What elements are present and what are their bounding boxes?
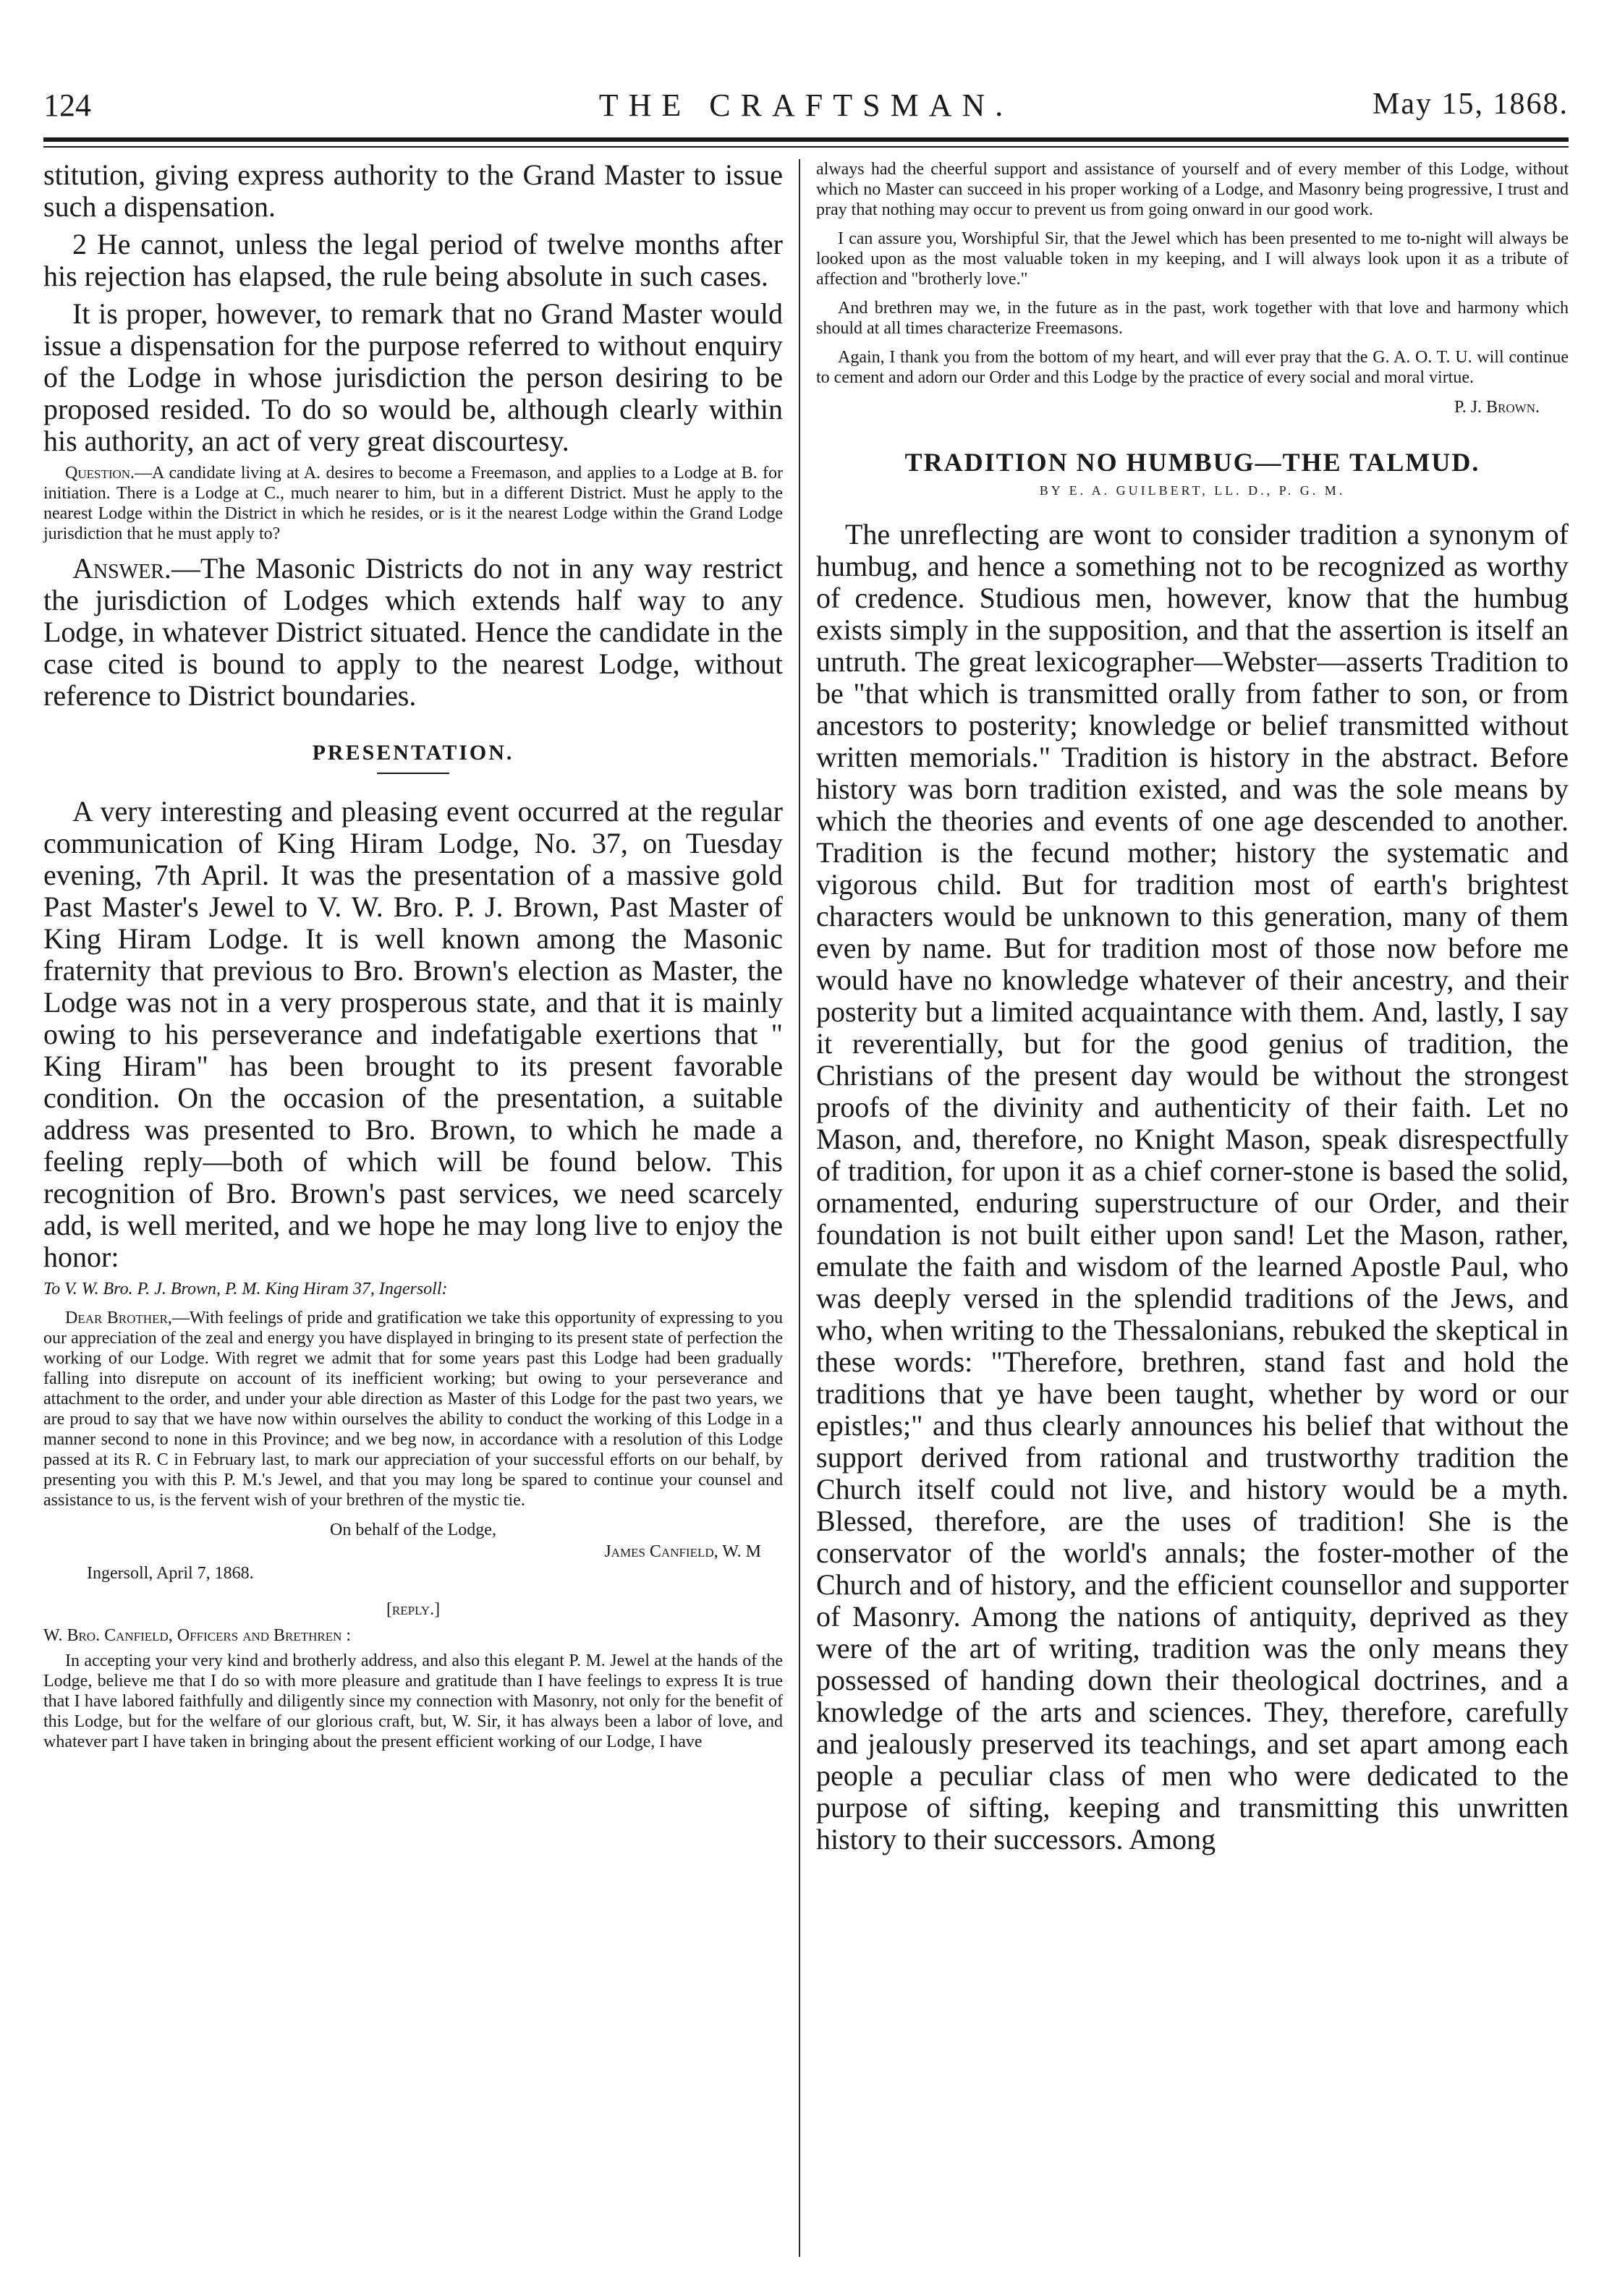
address-paragraph — [43, 1308, 783, 1510]
issue-date: May 15, 1868. — [1373, 88, 1569, 121]
paragraph: A very interesting and pleasing event occurred at the regular communication of King Hiram Lodge, No. 37, on Tuesday evening, 7th April. It was the presentation of a massive gold Past Master's Jewel to V. W. Bro. P. J. Brown, Past Master of King Hiram Lodge. It is well known among the Masonic fraternity that previous to Bro. Brown's election as Master, the Lodge was not in a very prosperous state, and that it is mainly owing to his perseverance and indefatigable exertions that " King Hiram" has been brought to its present favorable condition. On the occasion of the presentation, a suitable address was presented to Bro. Brown, to which he made a feeling reply—both of which will be found below. This recognition of Bro. Brown's past services, we need scarcely add, is well merited, and we hope he may long live to enjoy the honor: — [43, 795, 783, 1273]
article-heading: TRADITION NO HUMBUG—THE TALMUD. — [904, 448, 1480, 477]
page-header — [43, 87, 1569, 137]
reply-label: [reply.] — [386, 1600, 441, 1619]
reply-paragraph: always had the cheerful support and assistance of yourself and of every member of this Lodge, without which no Master can succeed in his proper working of a Lodge, and Masonry being progressive, I trust and pray that nothing may occur to prevent us from going onward in our good work. — [816, 160, 1569, 219]
section-heading: PRESENTATION. — [312, 741, 514, 765]
heading-rule — [377, 773, 449, 774]
paragraph: It is proper, however, to remark that no Grand Master would issue a dispensation for the purpose referred to without enquiry of the Lodge in whose jurisdiction the person desiring to be proposed resided. To do so would be, although clearly within his authority, an act of very great discourtesy. — [43, 297, 783, 457]
header-rule — [43, 137, 1569, 142]
on-behalf-line: On behalf of the Lodge, — [330, 1521, 496, 1539]
reply-paragraph: In accepting your very kind and brotherly address, and also this elegant P. M. Jewel at the hands of the Lodge, believe me that I do so with more pleasure and gratitude than I have feelings to express It is true that I have labored faithfully and diligently since my connection with Masonry, not only for the benefit of this Lodge, but for the welfare of our glorious craft, but, W. Sir, it has always been a labor of love, and whatever part I have taken in bringing about the present efficient working of our Lodge, I have — [43, 1651, 783, 1751]
answer-text: —The Masonic Districts do not in any way restrict the jurisdiction of Lodges which extends half way to any Lodge, in whatever District situated. Hence the candidate in the case cited is bound to apply to the nearest Lodge, without reference to District boundaries. — [43, 552, 783, 712]
reply-paragraph: Again, I thank you from the bottom of my heart, and will ever pray that the G. A. O. T. U. will continue to cement and adorn our Order and this Lodge by the practice of every social and moral virtue. — [816, 348, 1569, 387]
left-column — [43, 159, 783, 1761]
answer-paragraph — [43, 553, 783, 712]
reply-signature: P. J. Brown. — [1454, 398, 1540, 417]
question-text: —A candidate living at A. desires to become a Freemason, and applies to a Lodge at B. for initiation. There is a Lodge at C., much nearer to him, but in a different District. Must he apply to the nearest Lodge within the District in which he resides, or is it the nearest Lodge within the Grand Lodge jurisdiction that he must apply to? — [43, 464, 783, 543]
signer-name-text: James Canfield, W. M — [604, 1542, 761, 1561]
signer-name — [43, 1541, 783, 1562]
address-salutation: Dear Brother, — [65, 1309, 172, 1327]
question-label: Question. — [65, 464, 135, 482]
address-recipient-text: To V. W. Bro. P. J. Brown, P. M. King Hiram 37, Ingersoll: — [43, 1280, 448, 1298]
journal-title: THE CRAFTSMAN. — [598, 88, 1014, 123]
address-body: —With feelings of pride and gratification we take this opportunity of expressing to you our appreciation of the zeal and energy you have displayed in bringing to its present state of perfection the working of our Lodge. With regret we admit that for some years past this Lodge had been gradually falling into disrepute on account of its inefficient working; but owing to your perseverance and attachment to the order, and under your able direction as Master of this Lodge for the past two years, we are proud to say that we have now within ourselves the ability to conduct the working of this Lodge in a manner second to none in this Province; and we beg now, in accordance with a resolution of this Lodge passed at its R. C in February last, to mark our appreciation of your successful efforts on our behalf, by presenting you with this P. M.'s Jewel, and that you may long be spared to continue your counsel and assistance to us, is the fervent wish of your brethren of the mystic tie. — [43, 1309, 784, 1510]
paragraph: 2 He cannot, unless the legal period of twelve months after his rejection has elapsed, the rule being absolute in such cases. — [43, 228, 783, 292]
paragraph: The unreflecting are wont to consider tradition a synonym of humbug, and hence a something not to be recognized as worthy of credence. Studious men, however, know that the humbug exists simply in the supposition, and that the assertion is itself an untruth. The great lexicographer—Webster—asserts Tradition to be "that which is transmitted orally from father to son, or from ancestors to posterity; knowledge or belief transmitted without written memorials." Tradition is history in the abstract. Before history was born tradition existed, and was the sole means by which the theories and events of one age descended to another. Tradition is the fecund mother; history the systematic and vigorous child. But for tradition most of earth's brightest characters would be unknown to this generation, many of them even by name. But for tradition most of those now before me would have no knowledge whatever of their ancestry, and their posterity but a limited acquaintance with them. And, lastly, I say it reverentially, but for the good genius of tradition, the Christians of the present day would be without the strongest proofs of the divinity and authenticity of their faith. Let no Mason, and, therefore, no Knight Mason, speak disrespectfully of tradition, for upon it as a chief corner-stone is based the solid, ornamented, enduring superstructure of our Order, and their foundation is not built either upon sand! Let the Mason, rather, emulate the faith and wisdom of the learned Apostle Paul, who was deeply versed in the splendid traditions of the Jews, and who, when writing to the Thessalonians, rebuked the skeptical in these words: "Therefore, brethren, stand fast and hold the traditions that ye have been taught, whether by word or our epistles;" and thus clearly announces his belief that without the support derived from rational and trustworthy tradition the Church itself could not live, and history would be a myth. Blessed, therefore, are the uses of tradition! She is the conservator of the world's annals; the foster-mother of the Church and of history, and the efficient counsellor and supporter of Masonry. Among the nations of antiquity, deprived as they were of the art of writing, tradition was the only means they possessed of handing down their theological doctrines, and a knowledge of the arts and sciences. They, therefore, carefully and jealously preserved its teachings, and set apart among each people a peculiar class of men who were dedicated to the purpose of sifting, keeping and transmitting this unwritten history to their successors. Among — [816, 518, 1569, 1855]
page-number: 124 — [43, 88, 91, 123]
column-divider — [799, 159, 800, 2257]
right-column — [816, 159, 1569, 1861]
reply-salutation: W. Bro. Canfield, Officers and Brethren : — [43, 1626, 352, 1645]
newspaper-page — [43, 36, 1569, 2271]
paragraph: stitution, giving express authority to the Grand Master to issue such a dispensation. — [43, 158, 783, 223]
reply-paragraph: And brethren may we, in the future as in the past, work together with that love and harmony which should at all times characterize Freemasons. — [816, 299, 1569, 338]
place-date: Ingersoll, April 7, 1868. — [87, 1564, 254, 1583]
address-recipient — [43, 1279, 783, 1299]
article-byline: BY E. A. GUILBERT, LL. D., P. G. M. — [1039, 483, 1346, 498]
answer-label: Answer. — [72, 552, 171, 584]
question-paragraph — [43, 463, 783, 544]
header-rule-thin — [43, 146, 1569, 148]
reply-paragraph: I can assure you, Worshipful Sir, that the Jewel which has been presented to me to-night will always be looked upon as the most valuable token in my keeping, and I will always look upon it as a tribute of affection and "brotherly love." — [816, 229, 1569, 289]
